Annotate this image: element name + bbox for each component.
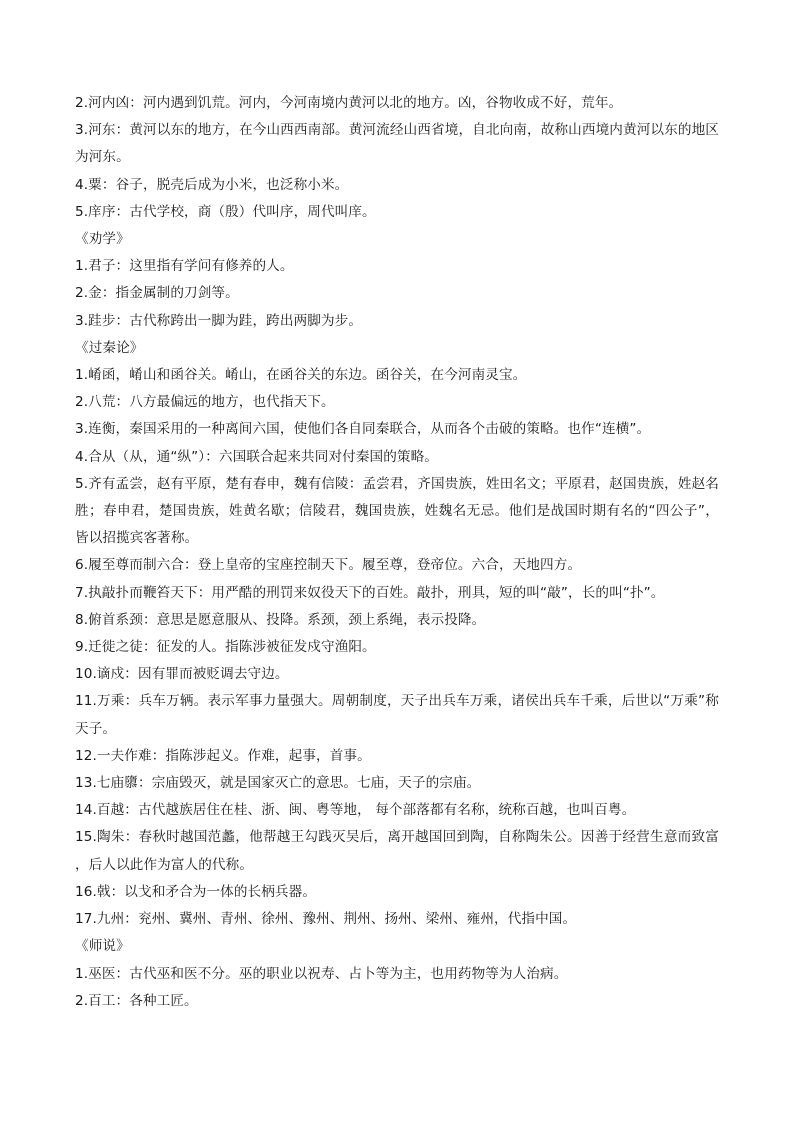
annotation-line: 8.俯首系颈：意思是愿意服从、投降。系颈，颈上系绳，表示投降。 xyxy=(75,611,486,628)
annotation-line: 7.执敲扑而鞭笞天下：用严酷的刑罚来奴役天下的百姓。敲扑，刑具，短的叫“敲”，长的叫“扑”。 xyxy=(75,584,665,601)
annotation-line: 1.崤函，崤山和函谷关。崤山，在函谷关的东边。函谷关，在今河南灵宝。 xyxy=(75,367,527,384)
section-heading: 《师说》 xyxy=(75,938,130,955)
annotation-line: 10.谪戍：因有罪而被贬调去守边。 xyxy=(75,666,289,683)
annotation-line: 14.百越：古代越族居住在桂、浙、闽、粤等地， 每个部落都有名称，统称百越，也叫百粤。 xyxy=(75,802,636,819)
annotation-line: 15.陶朱：春秋时越国范蠡，他帮越王勾践灭吴后，离开越国回到陶，自称陶朱公。因善于经营生意而致富，后人以此作为富人的代称。 xyxy=(75,829,719,873)
annotation-line: 12.一夫作难：指陈涉起义。作难，起事，首事。 xyxy=(75,747,371,764)
annotation-line: 3.河东：黄河以东的地方，在今山西西南部。黄河流经山西省境，自北向南，故称山西境内黄河以东的地区为河东。 xyxy=(75,122,719,166)
annotation-line: 3.连衡，秦国采用的一种离间六国，使他们各自同秦联合，从而各个击破的策略。也作“连横”。 xyxy=(75,421,651,438)
annotation-line: 4.粟：谷子，脱壳后成为小米，也泛称小米。 xyxy=(75,176,349,193)
annotation-line: 2.八荒：八方最偏远的地方，也代指天下。 xyxy=(75,394,335,411)
annotation-line: 4.合从（从，通“纵”）：六国联合起来共同对付秦国的策略。 xyxy=(75,448,438,465)
annotation-line: 17.九州：兖州、冀州、青州、徐州、豫州、荆州、扬州、梁州、雍州，代指中国。 xyxy=(75,911,577,928)
section-heading: 《过秦论》 xyxy=(75,339,144,356)
annotation-line: 5.齐有孟尝，赵有平原，楚有春申，魏有信陵：孟尝君，齐国贵族，姓田名文；平原君，赵国贵族，姓赵名胜；春申君，楚国贵族，姓黄名歇；信陵君，魏国贵族，姓魏名无忌。他们是战国时期有名的“四公子”，皆以招揽宾客著称。 xyxy=(75,475,719,547)
annotation-line: 16.戟：以戈和矛合为一体的长柄兵器。 xyxy=(75,883,317,900)
annotation-line: 1.巫医：古代巫和医不分。巫的职业以祝寿、占卜等为主，也用药物等为人治病。 xyxy=(75,965,568,982)
annotation-line: 11.万乘：兵车万辆。表示军事力量强大。周朝制度，天子出兵车万乘，诸侯出兵车千乘，后世以“万乘”称天子。 xyxy=(75,693,719,737)
document-body xyxy=(75,90,719,1015)
annotation-line: 13.七庙隳：宗庙毁灭，就是国家灭亡的意思。七庙，天子的宗庙。 xyxy=(75,775,481,792)
annotation-line: 2.金：指金属制的刀剑等。 xyxy=(75,285,239,302)
annotation-line: 6.履至尊而制六合：登上皇帝的宝座控制天下。履至尊，登帝位。六合，天地四方。 xyxy=(75,557,582,574)
annotation-line: 3.跬步：古代称跨出一脚为跬，跨出两脚为步。 xyxy=(75,312,363,329)
section-heading: 《劝学》 xyxy=(75,231,130,248)
annotation-line: 9.迁徙之徒：征发的人。指陈涉被征发戍守渔阳。 xyxy=(75,639,376,656)
annotation-line: 5.庠序：古代学校，商（殷）代叫序，周代叫庠。 xyxy=(75,203,376,220)
annotation-line: 2.河内凶：河内遇到饥荒。河内，今河南境内黄河以北的地方。凶，谷物收成不好，荒年。 xyxy=(75,95,623,111)
annotation-line: 2.百工：各种工匠。 xyxy=(75,992,198,1009)
annotation-line: 1.君子：这里指有学问有修养的人。 xyxy=(75,258,294,275)
